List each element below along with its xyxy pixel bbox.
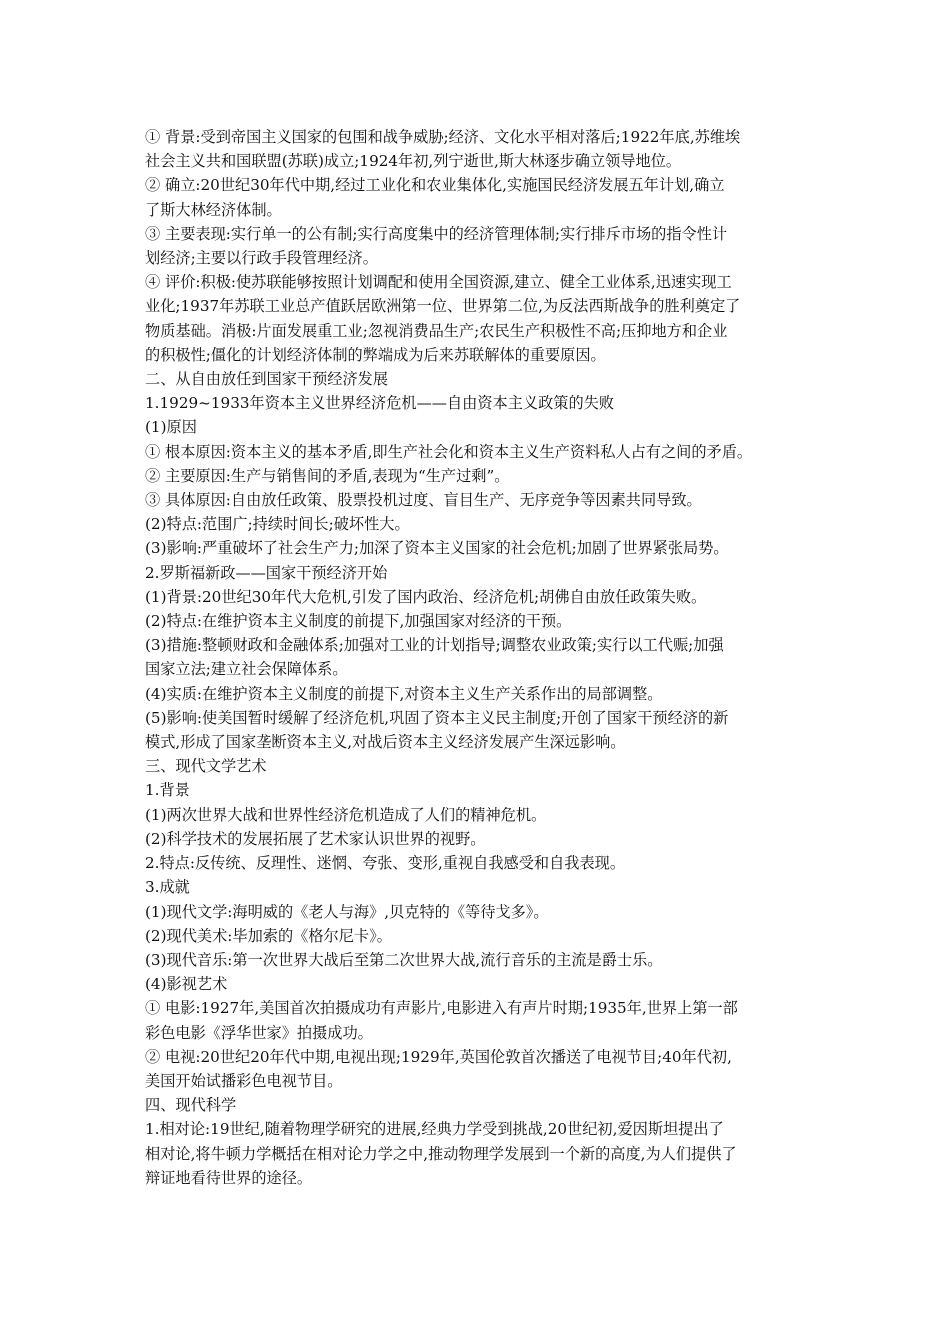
text-line: ③ 具体原因:自由放任政策、股票投机过度、盲目生产、无序竞争等因素共同导致。 — [145, 491, 702, 510]
text-line: ② 确立:20世纪30年代中期,经过工业化和农业集体化,实施国民经济发展五年计划,确立 — [145, 176, 725, 195]
text-line: 四、现代科学 — [145, 1096, 237, 1115]
text-line: 二、从自由放任到国家干预经济发展 — [145, 370, 388, 389]
text-line: 2.罗斯福新政——国家干预经济开始 — [145, 563, 388, 582]
text-line: ④ 评价:积极:使苏联能够按照计划调配和使用全国资源,建立、健全工业体系,迅速实现工 — [145, 273, 732, 292]
text-line: (4)实质:在维护资本主义制度的前提下,对资本主义生产关系作出的局部调整。 — [145, 684, 663, 703]
text-line: 彩色电影《浮华世家》拍摄成功。 — [145, 1023, 373, 1042]
text-line: 业化;1937年苏联工业总产值跃居欧洲第一位、世界第二位,为反法西斯战争的胜利奠定了 — [145, 297, 741, 316]
text-line: (1)两次世界大战和世界性经济危机造成了人们的精神危机。 — [145, 805, 547, 824]
text-line: (1)现代文学:海明威的《老人与海》,贝克特的《等待戈多》。 — [145, 902, 549, 921]
text-line: 国家立法;建立社会保障体系。 — [145, 660, 348, 679]
text-line: 模式,形成了国家垄断资本主义,对战后资本主义经济发展产生深远影响。 — [145, 733, 626, 752]
text-line: (1)背景:20世纪30年代大危机,引发了国内政治、经济危机;胡佛自由放任政策失败。 — [145, 587, 707, 606]
text-line: (2)特点:在维护资本主义制度的前提下,加强国家对经济的干预。 — [145, 612, 572, 631]
text-line: 美国开始试播彩色电视节目。 — [145, 1071, 343, 1090]
text-line: 相对论,将牛顿力学概括在相对论力学之中,推动物理学发展到一个新的高度,为人们提供了 — [145, 1144, 737, 1163]
text-line: 三、现代文学艺术 — [145, 757, 267, 776]
text-line: ③ 主要表现:实行单一的公有制;实行高度集中的经济管理体制;实行排斥市场的指令性计 — [145, 224, 728, 243]
text-line: 了斯大林经济体制。 — [145, 200, 282, 219]
text-line: 1.背景 — [145, 781, 190, 800]
text-line: 物质基础。消极:片面发展重工业;忽视消费品生产;农民生产积极性不高;压抑地方和企业 — [145, 321, 728, 340]
text-line: (4)影视艺术 — [145, 975, 228, 994]
text-line: 划经济;主要以行政手段管理经济。 — [145, 249, 378, 268]
text-line: (3)措施:整顿财政和金融体系;加强对工业的计划指导;调整农业政策;实行以工代赈;加强 — [145, 636, 724, 655]
text-line: (3)影响:严重破坏了社会生产力;加深了资本主义国家的社会危机;加剧了世界紧张局势。 — [145, 539, 729, 558]
text-line: (3)现代音乐:第一次世界大战后至第二次世界大战,流行音乐的主流是爵士乐。 — [145, 950, 663, 969]
text-line: 2.特点:反传统、反理性、迷惘、夸张、变形,重视自我感受和自我表现。 — [145, 854, 626, 873]
text-line: 3.成就 — [145, 878, 190, 897]
text-line: 辩证地看待世界的途径。 — [145, 1168, 313, 1187]
text-line: 1.1929~1933年资本主义世界经济危机——自由资本主义政策的失败 — [145, 394, 615, 413]
text-line: 1.相对论:19世纪,随着物理学研究的进展,经典力学受到挑战,20世纪初,爱因斯坦提出了 — [145, 1120, 724, 1139]
text-line: (1)原因 — [145, 418, 197, 437]
document-body — [145, 125, 810, 1190]
text-line: 的积极性;僵化的计划经济体制的弊端成为后来苏联解体的重要原因。 — [145, 345, 606, 364]
text-line: ① 背景:受到帝国主义国家的包围和战争威胁;经济、文化水平相对落后;1922年底,苏维埃 — [145, 128, 741, 146]
text-line: ① 根本原因:资本主义的基本矛盾,即生产社会化和资本主义生产资料私人占有之间的矛盾。 — [145, 442, 753, 461]
text-line: (2)现代美术:毕加索的《格尔尼卡》。 — [145, 926, 392, 945]
text-line: (2)科学技术的发展拓展了艺术家认识世界的视野。 — [145, 829, 486, 848]
text-line: 社会主义共和国联盟(苏联)成立;1924年初,列宁逝世,斯大林逐步确立领导地位。 — [145, 152, 682, 171]
text-line: (5)影响:使美国暂时缓解了经济危机,巩固了资本主义民主制度;开创了国家干预经济的新 — [145, 708, 729, 727]
text-line: (2)特点:范围广;持续时间长;破坏性大。 — [145, 515, 410, 534]
text-line: ② 主要原因:生产与销售间的矛盾,表现为“生产过剩”。 — [145, 466, 510, 485]
text-line: ① 电影:1927年,美国首次拍摄成功有声影片,电影进入有声片时期;1935年,世界上第一部 — [145, 999, 738, 1018]
text-line: ② 电视:20世纪20年代中期,电视出现;1929年,英国伦敦首次播送了电视节目;40年代初, — [145, 1047, 732, 1066]
